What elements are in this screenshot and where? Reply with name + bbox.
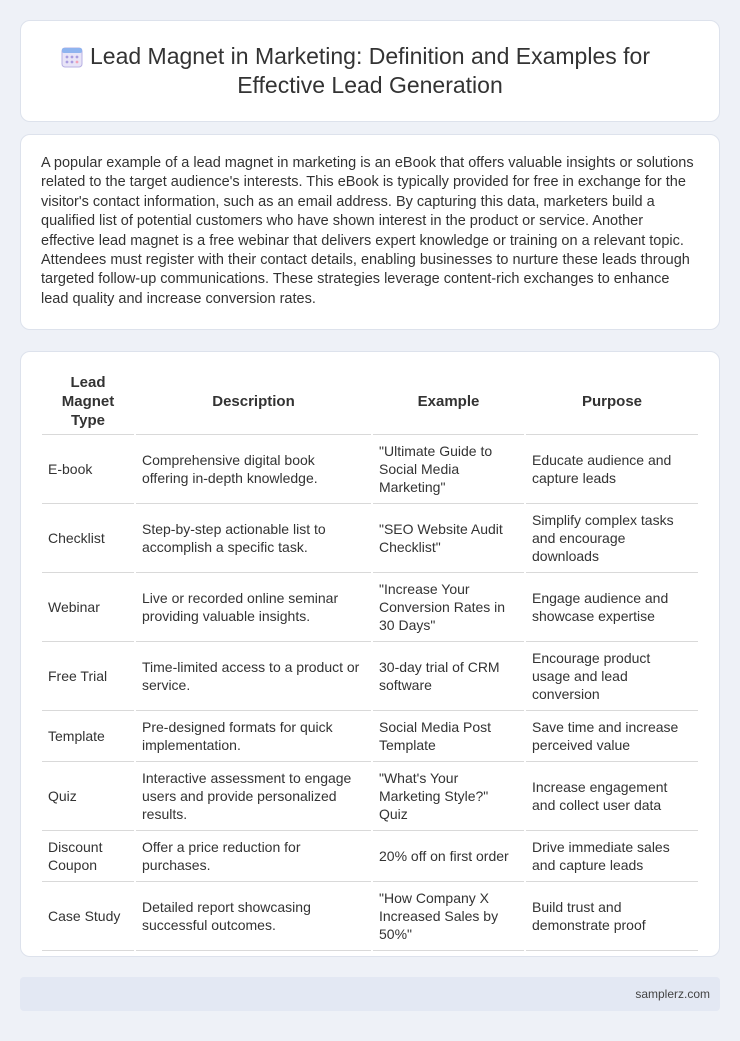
table-row: [42, 761, 698, 830]
cell-purpose: Engage audience and showcase expertise: [525, 572, 698, 641]
cell-description: Comprehensive digital book offering in-depth knowledge.: [135, 434, 372, 503]
cell-type: Template: [42, 710, 135, 761]
cell-purpose: Educate audience and capture leads: [525, 434, 698, 503]
cell-description: Step-by-step actionable list to accomplish a specific task.: [135, 503, 372, 572]
lead-magnet-table: [42, 370, 698, 951]
cell-example: "Increase Your Conversion Rates in 30 Days": [372, 572, 525, 641]
footer-bar: [20, 977, 720, 1011]
footer-site-link[interactable]: samplerz.com: [635, 987, 710, 1001]
cell-example: "Ultimate Guide to Social Media Marketing": [372, 434, 525, 503]
cell-description: Live or recorded online seminar providing valuable insights.: [135, 572, 372, 641]
cell-type: Checklist: [42, 503, 135, 572]
cell-purpose: Build trust and demonstrate proof: [525, 881, 698, 950]
table-row: [42, 641, 698, 710]
header-purpose: Purpose: [525, 370, 698, 434]
intro-card: [20, 134, 720, 330]
cell-example: "How Company X Increased Sales by 50%": [372, 881, 525, 950]
cell-description: Detailed report showcasing successful outcomes.: [135, 881, 372, 950]
cell-purpose: Increase engagement and collect user data: [525, 761, 698, 830]
table-row: [42, 830, 698, 881]
cell-description: Offer a price reduction for purchases.: [135, 830, 372, 881]
title-card: [20, 20, 720, 122]
calendar-grid-icon: [61, 46, 83, 68]
header-example: Example: [372, 370, 525, 434]
cell-example: 20% off on first order: [372, 830, 525, 881]
cell-purpose: Simplify complex tasks and encourage downloads: [525, 503, 698, 572]
title-wrap: [51, 42, 689, 100]
table-row: [42, 572, 698, 641]
cell-example: Social Media Post Template: [372, 710, 525, 761]
cell-purpose: Save time and increase perceived value: [525, 710, 698, 761]
cell-purpose: Drive immediate sales and capture leads: [525, 830, 698, 881]
cell-type: Case Study: [42, 881, 135, 950]
table-row: [42, 881, 698, 950]
table-row: [42, 503, 698, 572]
cell-example: "SEO Website Audit Checklist": [372, 503, 525, 572]
cell-type: E-book: [42, 434, 135, 503]
cell-type: Quiz: [42, 761, 135, 830]
page-title: Lead Magnet in Marketing: Definition and Examples for Effective Lead Generation: [90, 43, 650, 98]
cell-type: Free Trial: [42, 641, 135, 710]
cell-description: Time-limited access to a product or service.: [135, 641, 372, 710]
header-description: Description: [135, 370, 372, 434]
cell-description: Interactive assessment to engage users and provide personalized results.: [135, 761, 372, 830]
cell-type: Webinar: [42, 572, 135, 641]
table-row: [42, 710, 698, 761]
cell-type: Discount Coupon: [42, 830, 135, 881]
cell-example: "What's Your Marketing Style?" Quiz: [372, 761, 525, 830]
cell-description: Pre-designed formats for quick implementation.: [135, 710, 372, 761]
table-header-row: [42, 370, 698, 434]
cell-example: 30-day trial of CRM software: [372, 641, 525, 710]
cell-purpose: Encourage product usage and lead conversion: [525, 641, 698, 710]
intro-paragraph: A popular example of a lead magnet in marketing is an eBook that offers valuable insights or solutions related to the target audience's interests. This eBook is typically provided for free in exchange for the visitor's contact information, such as an email address. By capturing this data, marketers build a qualified list of potential customers who have shown interest in the product or service. Another effective lead magnet is a free webinar that delivers expert knowledge or training on a relevant topic. Attendees must register with their contact details, enabling businesses to nurture these leads through targeted follow-up communications. These strategies leverage content-rich exchanges to enhance lead quality and increase conversion rates.: [41, 155, 694, 307]
header-type: Lead Magnet Type: [42, 370, 135, 434]
table-card: [20, 351, 720, 957]
table-row: [42, 434, 698, 503]
